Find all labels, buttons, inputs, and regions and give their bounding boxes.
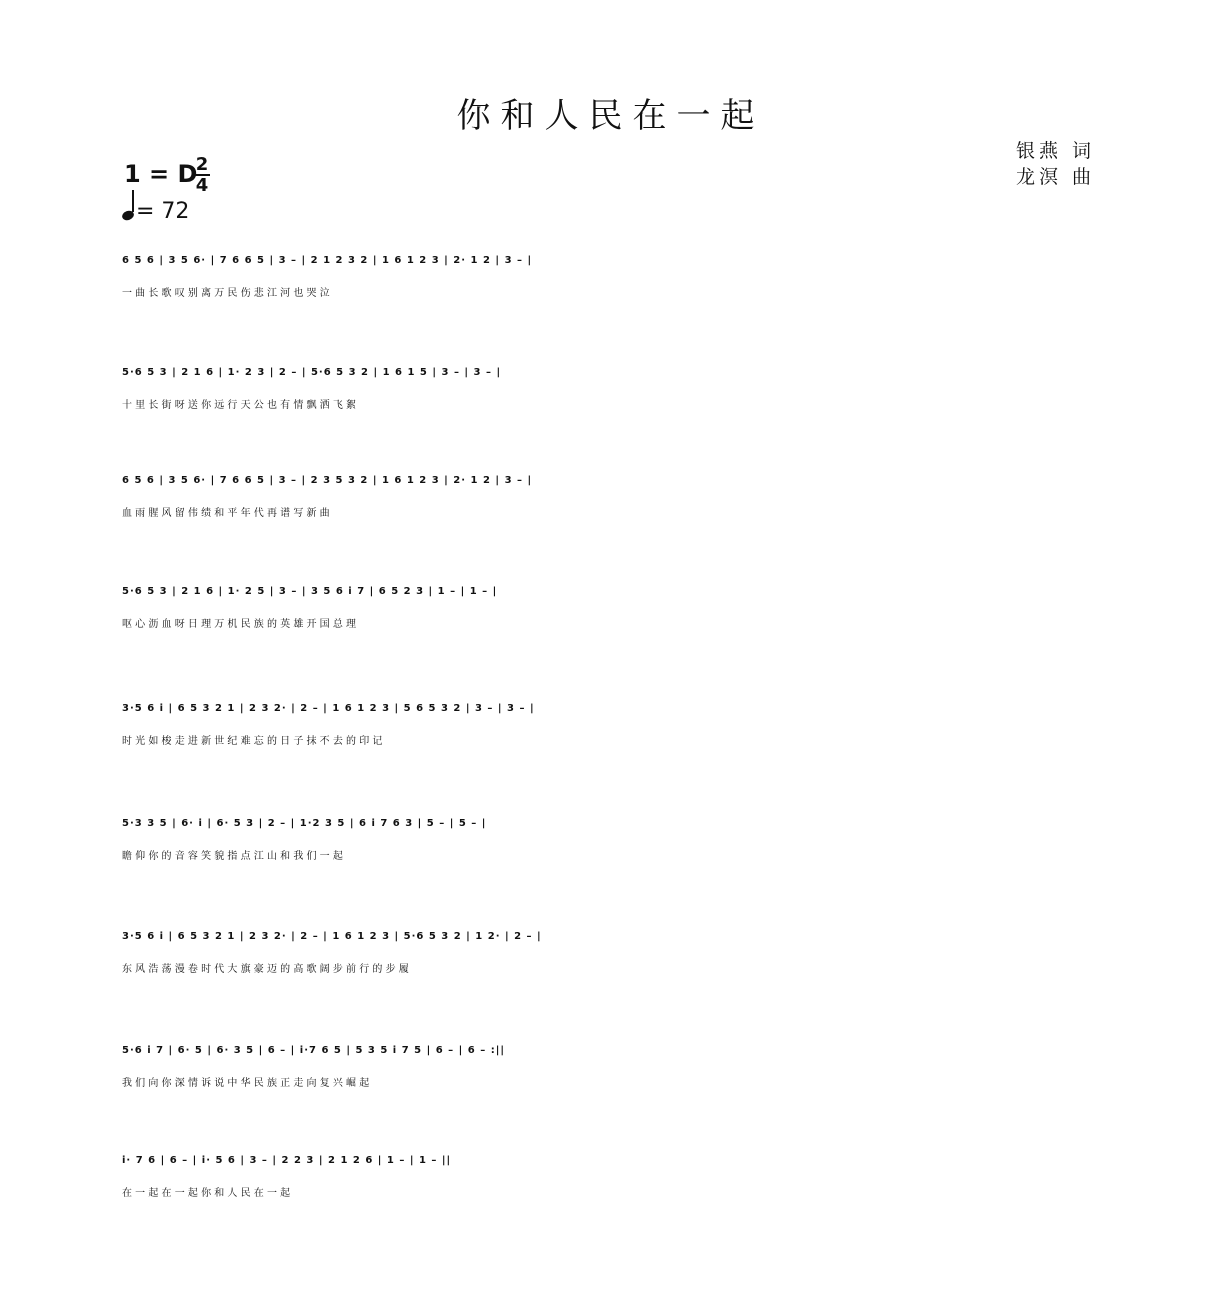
lyrics-line: 东 风 浩 荡 漫 卷 时 代 大 旗 豪 迈 的 高 歌 阔 步 前 行 的 步 履 <box>122 964 409 975</box>
lyrics-line: 血 雨 腥 风 留 伟 绩 和 平 年 代 再 谱 写 新 曲 <box>122 508 330 519</box>
notation-line: 5·6 5 3 | 2 1 6 | 1· 2 5 | 3 – | 3 5 6 i 7 | 6 5 2 3 | 1 – | 1 – | <box>122 585 498 597</box>
time-signature <box>194 156 210 194</box>
lyrics-line: 我 们 向 你 深 情 诉 说 中 华 民 族 正 走 向 复 兴 崛 起 <box>122 1078 370 1089</box>
notation-line: i· 7 6 | 6 – | i· 5 6 | 3 – | 2 2 3 | 2 1 2 6 | 1 – | 1 – || <box>122 1154 452 1166</box>
tempo-marking <box>122 196 189 224</box>
composer-credit: 龙溟 曲 <box>1016 166 1096 188</box>
lyrics-line: 瞻 仰 你 的 音 容 笑 貌 指 点 江 山 和 我 们 一 起 <box>122 851 343 862</box>
notation-line: 5·3 3 5 | 6· i | 6· 5 3 | 2 – | 1·2 3 5 | 6 i 7 6 3 | 5 – | 5 – | <box>122 817 487 829</box>
time-signature-denominator: 4 <box>195 175 209 196</box>
time-signature-numerator: 2 <box>195 154 209 175</box>
lyrics-line: 时 光 如 梭 走 进 新 世 纪 难 忘 的 日 子 抹 不 去 的 印 记 <box>122 736 383 747</box>
tempo-value: = 72 <box>136 199 190 224</box>
notation-line: 3·5 6 i | 6 5 3 2 1 | 2 3 2· | 2 – | 1 6 1 2 3 | 5 6 5 3 2 | 3 – | 3 – | <box>122 702 535 714</box>
quarter-note-stem <box>132 190 134 212</box>
notation-line: 5·6 i 7 | 6· 5 | 6· 3 5 | 6 – | i·7 6 5 | 5 3 5 i 7 5 | 6 – | 6 – :|| <box>122 1044 505 1056</box>
key-signature: 1 = D <box>124 160 198 188</box>
lyrics-line: 在 一 起 在 一 起 你 和 人 民 在 一 起 <box>122 1188 291 1199</box>
lyrics-line: 一 曲 长 歌 叹 别 离 万 民 伤 悲 江 河 也 哭 泣 <box>122 288 330 299</box>
notation-line: 5·6 5 3 | 2 1 6 | 1· 2 3 | 2 – | 5·6 5 3 2 | 1 6 1 5 | 3 – | 3 – | <box>122 366 502 378</box>
lyrics-line: 十 里 长 街 呀 送 你 远 行 天 公 也 有 情 飘 洒 飞 絮 <box>122 400 357 411</box>
lyrics-line: 呕 心 沥 血 呀 日 理 万 机 民 族 的 英 雄 开 国 总 理 <box>122 619 357 630</box>
lyricist-credit: 银燕 词 <box>1016 140 1096 162</box>
notation-line: 3·5 6 i | 6 5 3 2 1 | 2 3 2· | 2 – | 1 6 1 2 3 | 5·6 5 3 2 | 1 2· | 2 – | <box>122 930 542 942</box>
notation-line: 6 5 6 | 3 5 6· | 7 6 6 5 | 3 – | 2 1 2 3 2 | 1 6 1 2 3 | 2· 1 2 | 3 – | <box>122 254 533 266</box>
page-title: 你和人民在一起 <box>456 96 765 136</box>
notation-line: 6 5 6 | 3 5 6· | 7 6 6 5 | 3 – | 2 3 5 3 2 | 1 6 1 2 3 | 2· 1 2 | 3 – | <box>122 474 533 486</box>
